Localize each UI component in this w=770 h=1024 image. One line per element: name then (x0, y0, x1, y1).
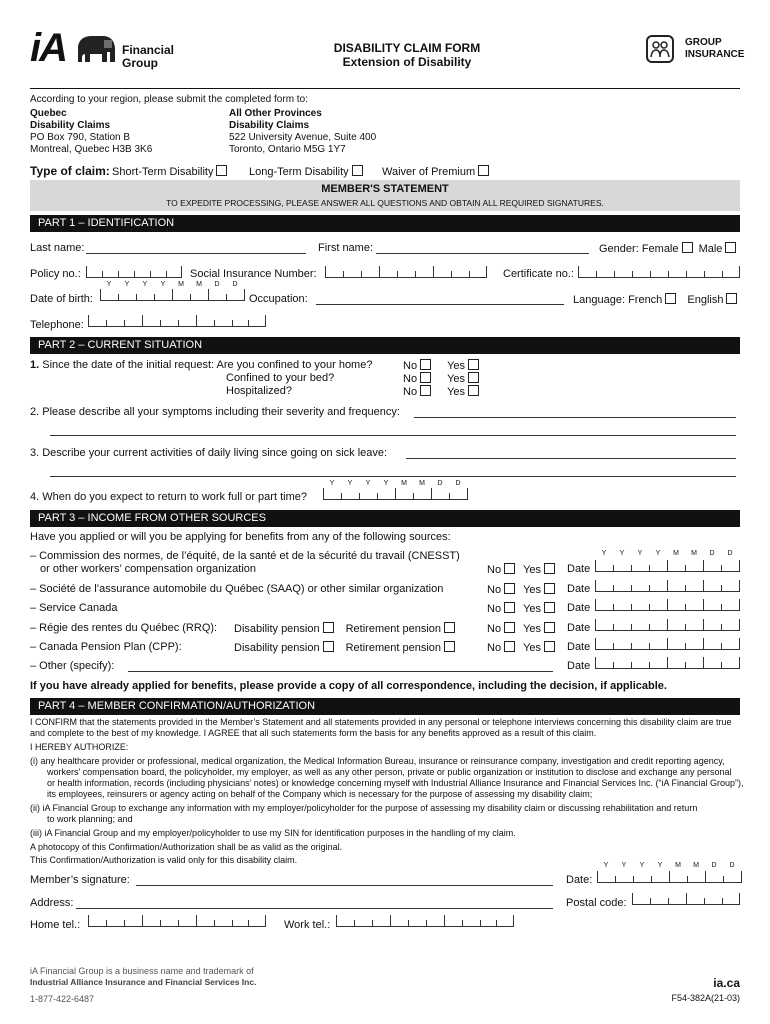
option-waiver[interactable] (382, 165, 489, 178)
rrq-date-label: Date (567, 622, 591, 634)
option-waiver-label: Waiver of Premium (382, 166, 476, 178)
other-dept: Disability Claims (229, 120, 310, 131)
quebec-box: PO Box 790, Station B (30, 132, 131, 143)
hospital-no-checkbox[interactable] (420, 385, 431, 396)
sin-field[interactable] (325, 268, 487, 278)
statement-note: TO EXPEDITE PROCESSING, PLEASE ANSWER ALL QUESTIONS AND OBTAIN ALL REQUIRED SIGNATURES. (166, 198, 604, 208)
header-rule (30, 88, 740, 89)
part3-note: If you have already applied for benefits, please provide a copy of all correspondence, including the decision, if applicable. (30, 680, 667, 692)
other-date-label: Date (567, 660, 591, 672)
authorize-label: I HEREBY AUTHORIZE: (30, 742, 129, 752)
service-canada-answer: No Yes (487, 602, 555, 615)
other-street: 522 University Avenue, Suite 400 (229, 132, 377, 143)
cpp-yes-checkbox[interactable] (544, 641, 555, 652)
service-canada-date-field[interactable] (595, 601, 740, 611)
other-row: – Other (specify): (30, 660, 115, 672)
cnesst-line1: – Commission des normes, de l’équité, de la santé et de la sécurité du travail (CNESST) (30, 550, 460, 562)
footer-form-code: F54-382A(21-03) (671, 993, 740, 1003)
waiver-checkbox[interactable] (478, 165, 489, 176)
footer-site: ia.ca (713, 976, 740, 990)
english-checkbox[interactable] (726, 293, 737, 304)
q2-field-1[interactable] (414, 417, 736, 418)
bed-yes-checkbox[interactable] (468, 372, 479, 383)
claim-type-label: Type of claim: (30, 164, 110, 178)
occupation-label: Occupation: (249, 293, 308, 305)
badge-group: GROUP (685, 37, 722, 48)
rrq-date-field[interactable] (595, 621, 740, 631)
q1-bed: Confined to your bed? (226, 372, 335, 384)
rrq-yes-checkbox[interactable] (544, 622, 555, 633)
cpp-date-field[interactable] (595, 640, 740, 650)
q2-text: 2. Please describe all your symptoms including their severity and frequency: (30, 406, 400, 418)
logo-text-group: Group (122, 56, 158, 70)
male-label: Male (698, 243, 723, 255)
dob-field[interactable] (100, 291, 245, 301)
quebec-city: Montreal, Quebec H3B 3K6 (30, 144, 153, 155)
cpp-answer: No Yes (487, 641, 555, 654)
q2-field-2[interactable] (50, 435, 736, 436)
postal-field[interactable] (632, 895, 740, 905)
cnesst-yes-checkbox[interactable] (544, 563, 555, 574)
std-checkbox[interactable] (216, 165, 227, 176)
q3-field-1[interactable] (406, 458, 736, 459)
home-tel-field[interactable] (88, 917, 266, 927)
service-canada-yes-checkbox[interactable] (544, 602, 555, 613)
option-std-label: Short-Term Disability (112, 166, 214, 178)
form-title: DISABILITY CLAIM FORM (333, 41, 481, 55)
q1-home-answer: No Yes (403, 359, 479, 372)
address-intro: According to your region, please submit the completed form to: (30, 94, 308, 105)
auth-i-line1: (i) any healthcare provider or professional, medical organization, the Medical Information Bureau, insurance or reinsurance company, investigation and credit reporting agency, (30, 756, 725, 766)
work-tel-label: Work tel.: (284, 919, 331, 931)
french-label: French (628, 294, 663, 306)
sin-label: Social Insurance Number: (190, 268, 317, 280)
auth-ii-line1: (ii) iA Financial Group to exchange any information with my employer/policyholder for the purpose of assessing my disability claim or discussing rehabilitation and return (30, 803, 698, 813)
dob-label: Date of birth: (30, 293, 93, 305)
cnesst-date-label: Date (567, 563, 591, 575)
part3-title: PART 3 – INCOME FROM OTHER SOURCES (30, 510, 740, 527)
part4-title: PART 4 – MEMBER CONFIRMATION/AUTHORIZATION (30, 698, 740, 715)
quebec-dept: Disability Claims (30, 120, 111, 131)
signature-ymd-guide: Y Y Y Y M M D D (603, 862, 735, 869)
cpp-pensions: Disability pension Retirement pension (234, 641, 455, 654)
auth-i-line3: or health information, records (including physicians’ notes) or knowledge concerning myself with Industrial Alliance Insurance and Financial Services Inc. (“iA Financial Group”), (47, 778, 744, 788)
photocopy-note: A photocopy of this Confirmation/Authorization shall be as valid as the original. (30, 842, 343, 852)
cnesst-no-checkbox[interactable] (504, 563, 515, 574)
home-yes-checkbox[interactable] (468, 359, 479, 370)
bed-no-checkbox[interactable] (420, 372, 431, 383)
hospital-yes-checkbox[interactable] (468, 385, 479, 396)
confirm-line2: and complete to the best of my knowledge. I AGREE that all such statements form the basis for any benefits approved as a result of this claim. (30, 728, 597, 738)
first-name-label: First name: (318, 242, 374, 254)
q3-text: 3. Describe your current activities of daily living since going on sick leave: (30, 447, 388, 459)
logo-text-financial: Financial (122, 43, 175, 57)
cnesst-date-field[interactable] (595, 562, 740, 572)
service-canada-row: – Service Canada (30, 602, 118, 614)
part1-title: PART 1 – IDENTIFICATION (30, 215, 740, 232)
saaq-answer: No Yes (487, 583, 555, 596)
policy-field[interactable] (86, 268, 182, 278)
saaq-date-field[interactable] (595, 582, 740, 592)
occupation-field[interactable] (316, 304, 564, 305)
other-region: All Other Provinces (229, 108, 322, 119)
q4-ymd-guide: Y Y Y Y M M D D (329, 480, 461, 487)
cpp-row: – Canada Pension Plan (CPP): (30, 641, 182, 653)
telephone-field[interactable] (88, 317, 266, 327)
signature-date-label: Date: (566, 874, 593, 886)
footer-trademark-1: iA Financial Group is a business name and trademark of (30, 966, 254, 976)
saaq-row: – Société de l’assurance automobile du Québec (SAAQ) or other similar organization (30, 583, 444, 595)
home-tel-label: Home tel.: (30, 919, 81, 931)
other-specify-field[interactable] (128, 671, 553, 672)
valid-note: This Confirmation/Authorization is valid only for this disability claim. (30, 855, 298, 865)
rrq-pensions: Disability pension Retirement pension (234, 622, 455, 635)
female-checkbox[interactable] (682, 242, 693, 253)
first-name-field[interactable] (376, 253, 589, 254)
footer-phone: 1-877-422-6487 (30, 994, 95, 1004)
q3-field-2[interactable] (50, 476, 736, 477)
part3-intro: Have you applied or will you be applying for benefits from any of the following sources: (30, 531, 451, 543)
home-no-checkbox[interactable] (420, 359, 431, 370)
auth-i-line2: workers’ compensation board, the policyholder, my employer, as well as any other person, private or public organization or institution to disclose and exchange any personal (47, 767, 732, 777)
q1-text: Since the date of the initial request: Are you confined to your home? (42, 359, 373, 371)
rrq-retirement-checkbox[interactable] (444, 622, 455, 633)
male-checkbox[interactable] (725, 242, 736, 253)
cnesst-line2: or other workers’ compensation organization (40, 563, 257, 575)
auth-iii: (iii) iA Financial Group and my employer/policyholder to use my SIN for identification purposes in the handling of my claim. (30, 828, 516, 838)
signature-label: Member’s signature: (30, 874, 130, 886)
q1-line1 (30, 359, 372, 371)
quebec-region: Quebec (30, 108, 67, 119)
badge-insurance: INSURANCE (685, 49, 745, 60)
other-date-field[interactable] (595, 659, 740, 669)
q1-number: 1. (30, 359, 40, 371)
q1-hospital-answer: No Yes (403, 385, 479, 398)
telephone-label: Telephone: (30, 319, 84, 331)
gender-label: Gender: (599, 243, 639, 255)
cpp-retirement-checkbox[interactable] (444, 641, 455, 652)
option-std[interactable] (112, 165, 227, 178)
option-ltd-label: Long-Term Disability (249, 166, 349, 178)
work-tel-field[interactable] (336, 917, 514, 927)
confirm-line1: I CONFIRM that the statements provided in the Member’s Statement and all statements provided in any personal or telephone interviews concerning this disability claim are true (30, 717, 732, 727)
gender-group (599, 242, 736, 255)
saaq-no-checkbox[interactable] (504, 583, 515, 594)
statement-title: MEMBER'S STATEMENT (321, 183, 449, 195)
address-label: Address: (30, 897, 74, 909)
female-label: Female (641, 243, 679, 255)
part2-title: PART 2 – CURRENT SITUATION (30, 337, 740, 354)
ltd-checkbox[interactable] (352, 165, 363, 176)
q4-date-field[interactable] (323, 490, 468, 500)
postal-label: Postal code: (566, 897, 627, 909)
q1-bed-answer: No Yes (403, 372, 479, 385)
last-name-label: Last name: (30, 242, 85, 254)
language-label: Language: (573, 294, 625, 306)
last-name-field[interactable] (86, 253, 306, 254)
cpp-no-checkbox[interactable] (504, 641, 515, 652)
address-field[interactable] (76, 908, 553, 909)
auth-ii-line2: to work planning; and (47, 814, 133, 824)
saaq-date-label: Date (567, 583, 591, 595)
cpp-disability-checkbox[interactable] (323, 641, 334, 652)
rrq-answer: No Yes (487, 622, 555, 635)
english-label: English (687, 294, 724, 306)
rrq-disability-checkbox[interactable] (323, 622, 334, 633)
auth-i-line4: its employees, reinsurers or agency acting on behalf of the Company which is necessary for the purpose of assessing my disability claim; (47, 789, 593, 799)
language-group (573, 293, 737, 306)
service-canada-no-checkbox[interactable] (504, 602, 515, 613)
option-ltd[interactable] (249, 165, 363, 178)
certificate-label: Certificate no.: (503, 268, 574, 280)
footer-trademark-2: Industrial Alliance Insurance and Financial Services Inc. (30, 977, 257, 987)
cpp-date-label: Date (567, 641, 591, 653)
form-subtitle: Extension of Disability (342, 55, 472, 69)
q1-hospital: Hospitalized? (226, 385, 293, 397)
saaq-yes-checkbox[interactable] (544, 583, 555, 594)
service-canada-date-label: Date (567, 602, 591, 614)
rrq-no-checkbox[interactable] (504, 622, 515, 633)
dob-ymd-guide: Y Y Y Y M M D D (106, 281, 238, 288)
part3-ymd-guide: Y Y Y Y M M D D (601, 550, 733, 557)
policy-label: Policy no.: (30, 268, 81, 280)
signature-date-field[interactable] (597, 873, 742, 883)
cnesst-answer: No Yes (487, 563, 555, 576)
logo-mark: iA (30, 26, 66, 70)
q4-text: 4. When do you expect to return to work full or part time? (30, 491, 307, 503)
french-checkbox[interactable] (665, 293, 676, 304)
other-city: Toronto, Ontario M5G 1Y7 (229, 144, 346, 155)
rrq-row: – Régie des rentes du Québec (RRQ): (30, 622, 218, 634)
certificate-field[interactable] (578, 268, 740, 278)
group-insurance-icon (646, 35, 674, 63)
signature-field[interactable] (136, 885, 553, 886)
